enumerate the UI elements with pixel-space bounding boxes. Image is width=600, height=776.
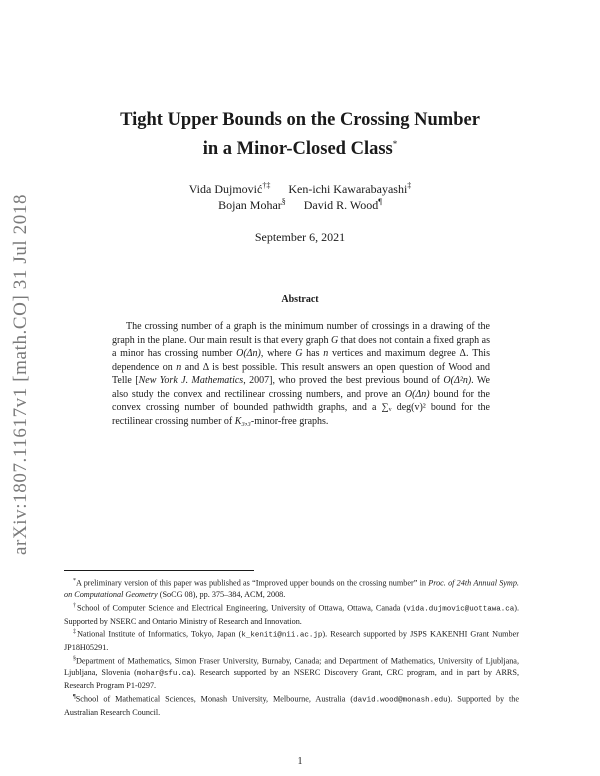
title-footnote-mark[interactable]: * (392, 139, 398, 149)
math-expression: O(Δ²n) (443, 375, 472, 386)
math-expression: O(Δn) (236, 348, 261, 359)
math-symbol: G (331, 334, 339, 346)
footnote-mark: * (73, 578, 76, 584)
citation-link[interactable]: New York J. Mathematics (138, 375, 244, 386)
author-name: David R. Wood (303, 198, 379, 212)
footnote: †School of Computer Science and Electrical Engineering, University of Ottawa, Ottawa, Canada (vida.dujmovic@uottawa.ca). Supported by NSERC and Ontario Ministry of Research and Innovation. (64, 602, 519, 626)
email-link[interactable]: mohar@sfu.ca (136, 669, 191, 678)
arxiv-identifier-stamp[interactable]: arXiv:1807.11617v1 [math.CO] 31 Jul 2018 (10, 193, 31, 555)
math-symbol: Δ (202, 361, 209, 373)
email-link[interactable]: k_keniti@nii.ac.jp (241, 632, 323, 641)
paper-date: September 6, 2021 (254, 230, 346, 244)
author-name: Ken-ichi Kawarabayashi (288, 182, 408, 196)
math-symbol: n (176, 361, 182, 373)
email-link[interactable]: vida.dujmovic@uottawa.ca (406, 605, 515, 614)
footnote-mark: § (73, 655, 76, 662)
title-line-1: Tight Upper Bounds on the Crossing Number (120, 110, 480, 130)
math-expression: ∑ᵥ deg(v)² (381, 402, 426, 413)
author-affiliation-mark[interactable]: ¶ (378, 197, 382, 206)
footnote: *A preliminary version of this paper was published as “Improved upper bounds on the crossing number” in Proc. of 24th Annual Symp. on Computational Geometry (SoCG 08), pp. 375–384, ACM, 2008. (64, 578, 519, 599)
paper-title (100, 108, 500, 161)
footnote-mark: † (73, 602, 77, 609)
author-affiliation-mark[interactable]: ‡ (407, 181, 412, 190)
footnote: ‡National Institute of Informatics, Tokyo, Japan (k_keniti@nii.ac.jp). Research supported by JSPS KAKENHI Grant Number JP18H05291. (64, 629, 519, 653)
title-line-2: in a Minor-Closed Class* (202, 139, 398, 160)
footnote: ¶School of Mathematical Sciences, Monash University, Melbourne, Australia (david.wood@monash.edu). Supported by the Australian Research Council. (64, 693, 520, 717)
author-name: Bojan Mohar (218, 198, 282, 212)
author-line-2 (100, 197, 500, 213)
math-expression: O(Δn) (404, 388, 430, 400)
abstract-heading: Abstract (281, 294, 319, 305)
math-symbol: n (323, 348, 329, 359)
math-symbol: G (295, 348, 303, 359)
footnote-mark: ‡ (73, 629, 78, 636)
author-name: Vida Dujmović (188, 182, 263, 196)
email-link[interactable]: david.wood@monash.edu (353, 696, 448, 705)
footnote-divider (64, 570, 254, 571)
math-expression: K₃,₃ (234, 415, 251, 427)
venue-title: Proc. of 24th Annual Symp. on Computational Geometry (64, 578, 519, 599)
author-affiliation-mark[interactable]: †‡ (262, 181, 271, 190)
math-symbol: Δ (459, 348, 466, 359)
author-line-1 (100, 181, 500, 197)
footnotes-section (64, 576, 519, 718)
author-affiliation-mark[interactable]: § (281, 197, 286, 206)
page-number: 1 (297, 756, 303, 767)
abstract-body: The crossing number of a graph is the minimum number of crossings in a drawing of the graph in the plane. Our main result is that every graph G that does not contain a fixed graph as a minor has crossing number O(Δn), where G has n vertices and maximum degree Δ. This dependence on n and Δ is best possible. This result answers an open question of Wood and Telle [New York J. Mathematics, 2007], who proved the best previous bound of O(Δ²n). We also study the convex and rectilinear crossing numbers, and prove an O(Δn) bound for the convex crossing number of bounded pathwidth graphs, and a ∑ᵥ deg(v)² bound for the rectilinear crossing number of K₃,₃-minor-free graphs. (112, 321, 491, 427)
footnote: §Department of Mathematics, Simon Fraser University, Burnaby, Canada; and Department of Mathematics, University of Ljubljana, Ljubljana, Slovenia (mohar@sfu.ca). Research supported by an NSERC Discovery Grant, CRC program, and in part by ARRS, Research Program P1-0297. (64, 655, 519, 691)
footnote-mark: ¶ (73, 693, 76, 700)
